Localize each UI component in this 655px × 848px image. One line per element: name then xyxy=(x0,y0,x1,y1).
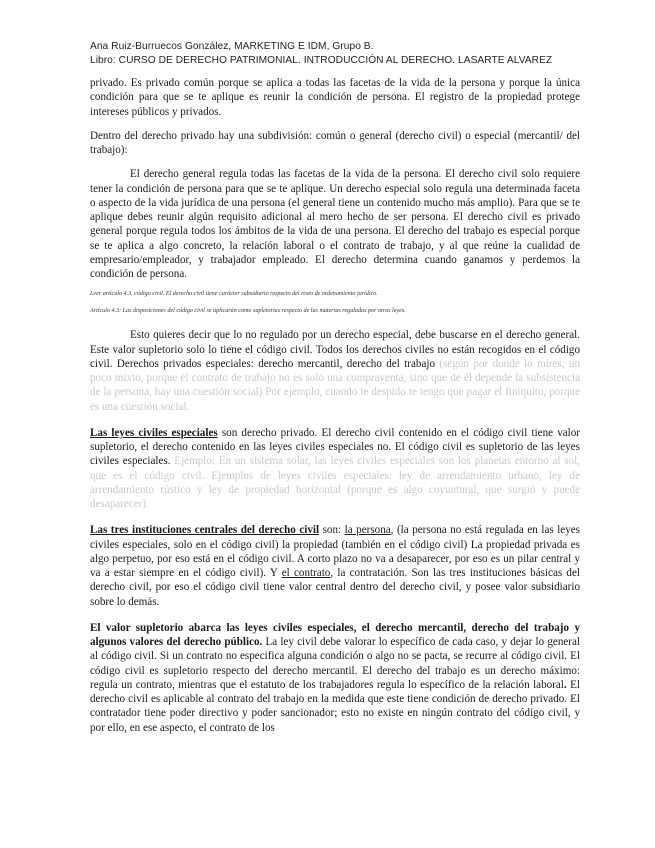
supplementary-scope-text-1: La ley civil debe valorar lo específico de cada caso, y dejar lo general al código civil. Si un contrato no especifica alguna condición o algo no se pacta, se recurre al código civil. El código civil es supletorio respecto del derecho mercantil. El derecho del trabajo es un derecho máximo: regula un contrato, mientras que el estatuto de los trabajadores regula lo específico de la relación laboral xyxy=(90,636,581,691)
paragraph-supplementary-value xyxy=(90,328,580,414)
paragraph-special-civil-laws xyxy=(90,426,580,512)
header-book-line: Libro: CURSO DE DERECHO PATRIMONIAL. INTRODUCCIÓN AL DERECHO. LASARTE ALVAREZ xyxy=(90,55,553,66)
special-civil-laws-text: son derecho privado. El derecho civil contenido en el código civil tiene valor supletorio, el derecho contenido en las leyes civiles especiales no. El código civil es supletorio de las leyes civiles especiales. xyxy=(90,426,580,468)
heading-three-institutions: Las tres instituciones centrales del derecho civil xyxy=(90,524,320,537)
page-header xyxy=(90,40,590,68)
paragraph-supplementary-faded-text: (según por donde lo mires, un poco mixto, porque el contrato de trabajo no es solo una compraventa, sino que de él depende la subsistencia de la persona, hay una cuestión social) Por ejemplo, cuando te despido te tengo que pagar el finiquito, porque es una cuestión social. xyxy=(90,357,580,413)
paragraph-supplementary-scope xyxy=(90,621,580,735)
supplementary-scope-text-2: El derecho civil es aplicable al contrato del trabajo en la medida que este tiene condición de derecho privado. El contratador tiene poder directivo y poder sancionador; esto no existe en ningún contrato del código civil, y por ello, en ese aspecto, el contrato de los xyxy=(90,678,580,734)
footnote-article-reading: Leer artículo 4.3. código civil. El derecho civil tiene carácter subsidiario respecto del resto de ordenamiento jurídico. xyxy=(90,291,378,298)
paragraph-private-law: privado. Es privado común porque se aplica a todas las facetas de la vida de la persona y porque la única condición para que se te aplique es reunir la condición de persona. El registro de la propiedad protege intereses públicos y privados. xyxy=(90,77,580,118)
bold-period: . xyxy=(563,678,567,691)
footnote-article-4-3: Artículo 4.3: Las disposiciones del código civil se aplicarán como supletorias respecto de las materias reguladas por otras leyes. xyxy=(90,308,406,315)
three-institutions-text-2: , (la persona no está regulada en las leyes civiles especiales, solo en el código civil) la propiedad (también en el código civil) La propiedad privada es algo perpetuo, por eso está en el código civil. A corto plazo no va a desaparecer, por eso es un pilar central y va a estar siempre en el código civil). Y xyxy=(90,524,581,579)
special-civil-laws-faded-text: Ejemplo: En un sistema solar, las leyes civiles especiales son los planetas entorno al sol, que es el código civil. Ejemplos de leyes civiles especiales: ley de arrendamiento urbano, ley de arrendamiento rústico y ley de propiedad horizontal (porque es algo coyuntural, que surgió y puede desaparecer). xyxy=(90,455,581,510)
three-institutions-text-3: , la contratación. Son las tres instituciones básicas del derecho civil, por eso el código civil tiene valor central dentro del derecho civil, y posee valor subsidiario sobre lo demás. xyxy=(90,567,580,608)
three-institutions-text-1: son: xyxy=(319,524,345,537)
header-author-line: Ana Ruiz-Burruecos González, MARKETING E IDM, Grupo B. xyxy=(90,41,374,52)
paragraph-subdivision: Dentro del derecho privado hay una subdivisión: común o general (derecho civil) o especial (mercantil/ del trabajo): xyxy=(90,129,580,156)
underlined-la-persona: la persona xyxy=(344,524,391,537)
underlined-el-contrato: el contrato xyxy=(281,567,331,579)
heading-special-civil-laws: Las leyes civiles especiales xyxy=(90,426,218,439)
paragraph-supplementary-main-text: Esto quieres decir que lo no regulado por un derecho especial, debe buscarse en el derecho general. Este valor supletorio solo lo tiene el código civil. Todos los derechos civiles no están recogidos en el código civil. Derechos privados especiales: derecho mercantil, derecho del trabajo xyxy=(90,329,580,370)
document-body xyxy=(90,76,580,735)
bold-supplementary-scope: El valor supletorio abarca las leyes civiles especiales, el derecho mercantil, derecho del trabajo y algunos valores del derecho público. xyxy=(90,621,580,648)
paragraph-three-institutions xyxy=(90,523,580,609)
paragraph-general-vs-special: El derecho general regula todas las facetas de la vida de la persona. El derecho civil solo requiere tener la condición de persona para que se te aplique. Un derecho especial solo regula una determinada faceta o aspecto de la vida jurídica de una persona (el general tiene un contenido mucho más amplio). Para que se te aplique debes reunir algún requisito adicional al mero hecho de ser persona. El derecho civil es privado general porque regula todos los ámbitos de la vida de una persona. El derecho del trabajo es especial porque se te aplica a algo concreto, la relación laboral o el contrato de trabajo, y al que reúne la cualidad de empresario/empleador, y trabajador empleado. El derecho determina cuando ganamos y perdemos la condición de persona. xyxy=(90,168,580,280)
